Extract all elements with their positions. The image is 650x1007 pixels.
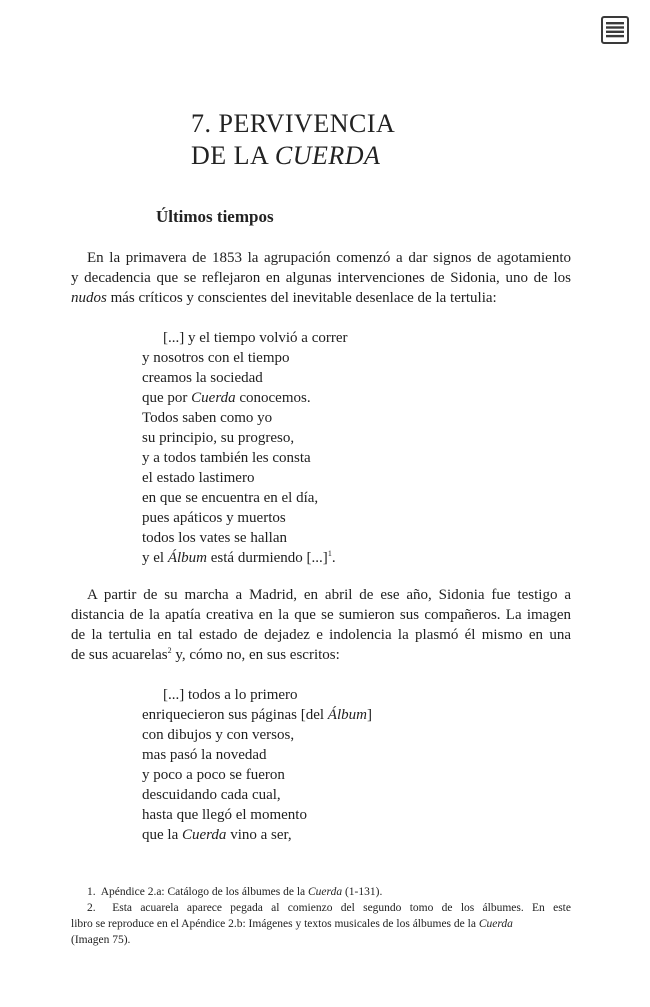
footnote-text: (1-131). [342, 886, 383, 898]
chapter-title-line2 [191, 140, 395, 172]
verse-line [142, 825, 372, 845]
footnote-number: 1. [87, 886, 96, 898]
verse-line: creamos la sociedad [142, 370, 263, 386]
verse-line: pues apáticos y muertos [142, 510, 286, 526]
verse-line: Todos saben como yo [142, 410, 273, 426]
paragraph-line: y decadencia que se reflejaron en algunas intervenciones de Sidonia, uno de los [71, 270, 571, 286]
verse-line: con dibujos y con versos, [142, 727, 295, 743]
italic-term: Cuerda [191, 390, 236, 406]
verse-text: que la [142, 827, 182, 843]
verse-line: y a todos también les consta [142, 450, 311, 466]
poem-quote-2 [142, 685, 372, 845]
verse-line: todos los vates se hallan [142, 530, 287, 546]
italic-term: nudos [71, 290, 107, 306]
section-title: Últimos tiempos [156, 207, 274, 226]
footnote-line [71, 916, 571, 932]
verse-line: el estado lastimero [142, 470, 255, 486]
paragraph-line: de la tertulia en tal estado de dejadez e indolencia la plasmó él mismo en una [71, 627, 571, 643]
footnote-text: libro se reproduce en el Apéndice 2.b: Imágenes y textos musicales de los álbumes de la [71, 918, 479, 930]
paragraph-1 [71, 248, 571, 308]
chapter-title [191, 108, 395, 172]
verse-line: y nosotros con el tiempo [142, 350, 290, 366]
list-menu-icon [605, 20, 625, 40]
verse-text: . [331, 550, 336, 566]
paragraph-line: distancia de la apatía creativa en la que se sumieron sus compañeros. La imagen [71, 607, 571, 623]
footnote-2 [71, 900, 571, 948]
footnote-line: (Imagen 75). [71, 934, 131, 946]
verse-text: vino a ser, [226, 827, 292, 843]
footnote-line [71, 900, 571, 916]
verse-line: [...] y el tiempo volvió a correr [163, 330, 348, 346]
paragraph-2 [71, 585, 571, 665]
paragraph-line [71, 288, 571, 308]
paragraph-text: de sus acuarelas [71, 647, 168, 663]
footnote-ref-2[interactable]: 2 [167, 646, 172, 655]
verse-line [142, 705, 372, 725]
italic-term: Cuerda [478, 918, 513, 930]
verse-line: hasta que llegó el momento [142, 807, 307, 823]
footnote-ref-1[interactable]: 1 [327, 549, 332, 558]
paragraph-text: más críticos y conscientes del inevitable desenlace de la tertulia: [106, 290, 497, 306]
verse-line: mas pasó la novedad [142, 747, 267, 763]
verse-line [142, 548, 348, 568]
verse-text: conocemos. [235, 390, 311, 406]
verse-line: y poco a poco se fueron [142, 767, 285, 783]
footnote-text: Esta acuarela aparece pegada al comienzo del segundo tomo de los álbumes. En este [112, 902, 571, 914]
verse-line: [...] todos a lo primero [163, 687, 298, 703]
footnote-number: 2. [87, 902, 96, 914]
verse-text: está durmiendo [...] [207, 550, 328, 566]
verse-line: descuidando cada cual, [142, 787, 281, 803]
paragraph-line: A partir de su marcha a Madrid, en abril de ese año, Sidonia fue testigo a [87, 587, 571, 603]
italic-term: Cuerda [181, 827, 227, 843]
footnotes [71, 884, 571, 948]
verse-text: ] [366, 707, 372, 723]
menu-button[interactable] [601, 16, 629, 44]
paragraph-line: En la primavera de 1853 la agrupación comenzó a dar signos de agotamiento [87, 250, 571, 266]
footnote-1 [71, 884, 571, 900]
verse-text: enriquecieron sus páginas [del [142, 707, 328, 723]
italic-term: Álbum [327, 707, 367, 723]
verse-line: en que se encuentra en el día, [142, 490, 319, 506]
verse-line [142, 388, 348, 408]
chapter-title-prefix: DE LA [191, 141, 275, 170]
footnote-line [71, 884, 571, 900]
paragraph-text: y, cómo no, en sus escritos: [171, 647, 340, 663]
italic-term: Álbum [167, 550, 207, 566]
chapter-title-italic: CUERDA [274, 141, 381, 170]
verse-text: y el [142, 550, 168, 566]
footnote-text: Apéndice 2.a: Catálogo de los álbumes de la [100, 886, 309, 898]
italic-term: Cuerda [308, 886, 343, 898]
poem-quote-1 [142, 328, 348, 568]
verse-line: su principio, su progreso, [142, 430, 295, 446]
chapter-title-line1: 7. PERVIVENCIA [191, 109, 396, 138]
verse-text: que por [142, 390, 192, 406]
paragraph-line [71, 645, 571, 665]
